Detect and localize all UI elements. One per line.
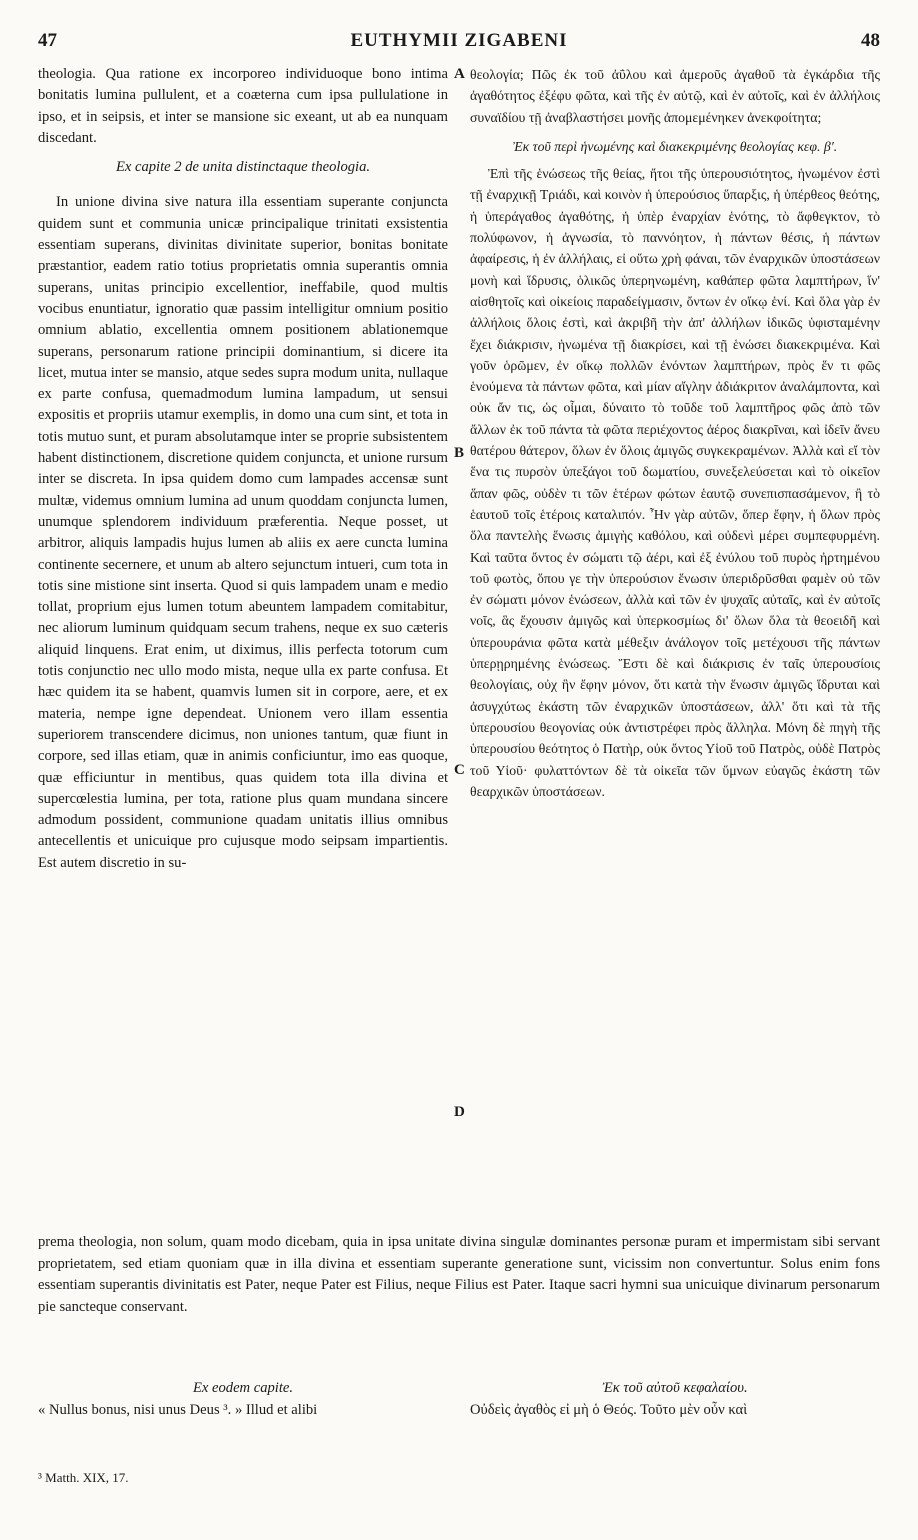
greek-intro-paragraph: θεολογία; Πῶς ἐκ τοῦ ἀΰλου καὶ ἀμεροῦς ἀγαθοῦ τὰ ἐγκάρδια τῆς ἀγαθότητος ἐξέφυ φῶτα, καὶ τῆς ἐν αὐτῷ, καὶ ἐν αὐτοῖς, καὶ ἐν ἀλλήλοις συναϊδίου τῇ ἀναβλαστήσει μονῆς ἀπομεμένηκεν ἀνεκφοίτητα; [470,67,880,125]
latin-column [38,64,448,874]
greek-body-paragraph: Ἐπὶ τῆς ἑνώσεως τῆς θείας, ἤτοι τῆς ὑπερουσιότητος, ἡνωμένον ἐστὶ τῇ ἐναρχικῇ Τριάδι, καὶ κοινὸν ἡ ὑπερούσιος ὕπαρξις, ἡ ὑπέρθεος θεότης, ἡ ὑπεράγαθος ἀγαθότης, ἡ ὑπὲρ ἐναρχίαν ἑνότης, τὸ ἄφθεγκτον, τὸ πολύφωνον, ἡ ἀγνωσία, τὸ παννόητον, ἡ πάντων θέσις, ἡ πάντων ἀφαίρεσις, ἡ ἐν ἀλλήλαις, εἰ οὕτω χρὴ φάναι, τῶν ἐναρχικῶν ὑποστάσεων μονὴ καὶ ἵδρυσις, ὁλικῶς ὑπερηνωμένη, καθάπερ φῶτα λαμπτήρων, ἵν' αἰσθητοῖς καὶ οἰκείοις παραδείγμασιν, ὄντων ἐν οἴκῳ ἑνί. Καὶ ὅλα γὰρ ἐν ἀλλήλοις ὅλοις ἐστὶ, καὶ ἀκριβῆ τὴν ἀπ' ἀλλήλων ἰδικῶς ὑφισταμένην ἔχει διάκρισιν, ἡνωμένα τῇ διακρίσει, καὶ τῇ ἑνώσει διακεκριμένα. Καὶ γοῦν ὁρῶμεν, ἐν οἴκῳ πολλῶν ἐνόντων λαμπτήρων, πρὸς ἕν τι φῶς ἑνούμενα τὰ πάντων φῶτα, καὶ μίαν αἴγλην ἀδιάκριτον ἀναλάμποντα, καὶ οὐκ ἄν τις, ὡς οἶμαι, δύναιτο τὸ τοῦδε τοῦ λαμπτῆρος φῶς ἀπὸ τῶν ἄλλων ἐκ τοῦ πάντα τὰ φῶτα περιέχοντος ἀέρος διακρῖναι, καὶ ἰδεῖν ἄνευ θατέρου θάτερον, ὅλων ἐν ὅλοις ἀμιγῶς συγκεκραμένων. Ἀλλὰ καὶ εἴ τὸν ἕνα τις πυρσὸν ὑπεξάγοι τοῦ δωματίου, συνεξελεύσεται καὶ τὸ οἰκεῖον ἅπαν φῶς, οὐδὲν τι τῶν ἑτέρων φώτων ἑαυτῷ συνεπισπασάμενον, ἢ τὸ ἑαυτοῦ τοῖς ἑτέροις καταλιπόν. Ἦν γὰρ αὐτῶν, ὅπερ ἔφην, ἡ ὅλων πρὸς ὅλα παντελὴς ἕνωσις ἀμιγὴς καθόλου, καὶ οὐδενὶ μέρει συμπεφυρμένη. Καὶ ταῦτα ὄντος ἐν σώματι τῷ ἀέρι, καὶ ἐξ ἐνύλου τοῦ πυρὸς ἠρτημένου τοῦ φωτὸς, ὅπου γε τὴν ὑπερούσιον ἕνωσιν ὑπεριδρῦσθαι φαμὲν οὐ τῶν ἐν σώματι μόνον ἑνώσεων, ἀλλὰ καὶ τῶν ἐν ψυχαῖς αὐταῖς, καὶ ἐν αὐτοῖς νοῖς, ἃς ἔχουσιν ἀμιγῶς καὶ ὑπερκοσμίως δι' ὅλων ὅλα τὰ θεοειδῆ καὶ ὑπερουράνια φῶτα κατὰ μέθεξιν ἀνάλογον τοῖς μετέχουσι τῆς πάντων ὑπερῃρημένης ἑνώσεως. Ἔστι δὲ καὶ διάκρισις ἐν ταῖς ὑπερουσίοις θεολογίαις, οὐχ ἣν ἔφην μόνον, ὅτι κατὰ τὴν ἕνωσιν ἀμιγῶς ἵδρυται καὶ ἀσυγχύτως ἑκάστη τῶν ἐναρχικῶν ὑποστάσεων, ἀλλ' ὅτι καὶ τὰ τῆς ὑπερουσίου θεογονίας οὐκ ἀντιστρέφει πρὸς ἄλληλα. Μόνη δὲ πηγὴ τῆς ὑπερουσίου θεότητος ὁ Πατὴρ, οὐκ ὄντος Υἱοῦ τοῦ Πατρὸς, οὐδὲ Πατρὸς τοῦ Υἱοῦ· φυλαττόντων δὲ τὰ οἰκεῖα τῶν ὕμνων εὐαγῶς ἑκάστη τῶν θεαρχικῶν ὑποστάσεων. [470,166,880,799]
bottom-greek-heading: Ἐκ τοῦ αὐτοῦ κεφαλαίου. [602,1380,748,1396]
page-number-left: 47 [38,30,57,51]
bottom-greek-text: Οὐδεὶς ἀγαθὸς εἰ μὴ ὁ Θεός. Τοῦτο μὲν οὖν καὶ [470,1401,748,1418]
margin-marker-a: A [454,66,465,82]
latin-body-paragraph: In unione divina sive natura illa essentiam superante conjuncta quidem sunt et communia unicæ principalique trinitati exsistentia essentiam superans, divinitas divinitate superior, bonitas bonitate præstantior, eadem ratio totius proprietatis omnia superantis omnia superans, unitas principio excellentior, ineffabile, quod multis vocibus enuntiatur, ignoratio quæ passim intelligitur omnium positio omnium ablatio, excellentia omnem positionem ablationemque superans, personarum ratione principii dominantium, si dicere ita licet, mutua inter se mansio, atque sedes supra modum unita, nullaque ex parte confusa, quemadmodum lumina lampadum, ut sensui expositis et propriis utamur exemplis, in domo una cum sint, et tota in totis mutuo sunt, et puram absolutamque inter se proprie subsistentem habent distinctionem, discretione quidem conjuncta, et unione rursum inter se discreta. In ipsa quidem domo cum lampades accensæ sunt multæ, videmus omnium lumina ad unum quoddam conjuncta lumen, unumque splendorem individuum præferentia. Neque posset, ut arbitror, aliquis lampadis hujus lumen ab aliis ex aere cuncta lumina continente secernere, et unum ab altero sejunctum intueri, cum tota in totis sine mistione sint inserta. Quod si quis lampadem unam e medio tollat, proprium ejus lumen totum abeuntem lampadem comitabitur, nec aliorum luminum quidquam secum trahens, neque ex suo cæteris aliquid linquens. Erat enim, ut diximus, illis perfecta totorum cum totis conjunctio nec ullo modo mista, neque ulla ex parte confusa. Et hæc quidem ita se habent, quamvis lumen sit in corpore, aere, et ex materia, nempe igne dependeat. Unionem vero illam essentia superiorem transcendere dicimus, non uniones tantum, quæ fiunt in corpore, sed illas etiam, quæ in animis conficiuntur, imo eas quoque, quæ efficiuntur in mentibus, quas quidem tota illa divina et supercœlestia lumina, per tota, ratione plus quam mundana sincere admodum possident, communione quadam unitatis illius omnibus antecellentis et unicuique pro cujusque modo seipsam impartientis. Est autem discretio in su- [38,194,448,871]
margin-marker-d: D [454,1104,465,1120]
full-width-text: prema theologia, non solum, quam modo dicebam, quia in ipsa unitate divina singulæ dominantes personæ puram et impermistam sibi servant proprietatem, sed etiam quoniam quæ in illa divina et essentiam superante generatione sunt, vicissim non convertuntur. Solus enim fons essentiam superantis divinitatis est Pater, neque Pater est Filius, neque Filius est Pater. Itaque sacri hymni sua unicuique divinarum personarum pie sancteque conservant. [38,1234,880,1315]
bottom-latin-heading: Ex eodem capite. [192,1380,294,1396]
running-title: EUTHYMII ZIGABENI [350,30,568,51]
bottom-latin [38,1378,448,1421]
bottom-greek [470,1378,880,1421]
margin-marker-c: C [454,762,465,778]
footnote: ³ Matth. XIX, 17. [38,1470,129,1485]
greek-column [470,64,880,802]
latin-section-heading: Ex capite 2 de unita distinctaque theologia. [115,159,371,176]
latin-intro-paragraph: theologia. Qua ratione ex incorporeo individuoque bono intima bonitatis lumina pullulent, et a coæterna cum ipsa pullulatione in ipso, et in seipsis, et inter se mansione sic exeant, ut ab ea nunquam discedant. [38,66,448,146]
greek-section-heading: Ἐκ τοῦ περὶ ἡνωμένης καὶ διακεκριμένης θεολογίας κεφ. β'. [512,138,838,154]
page-number-right: 48 [861,30,880,51]
full-width-paragraph [38,1232,880,1318]
running-header [30,30,888,62]
margin-marker-b: B [454,445,465,461]
bottom-latin-text: « Nullus bonus, nisi unus Deus ³. » Illud et alibi [38,1401,318,1418]
